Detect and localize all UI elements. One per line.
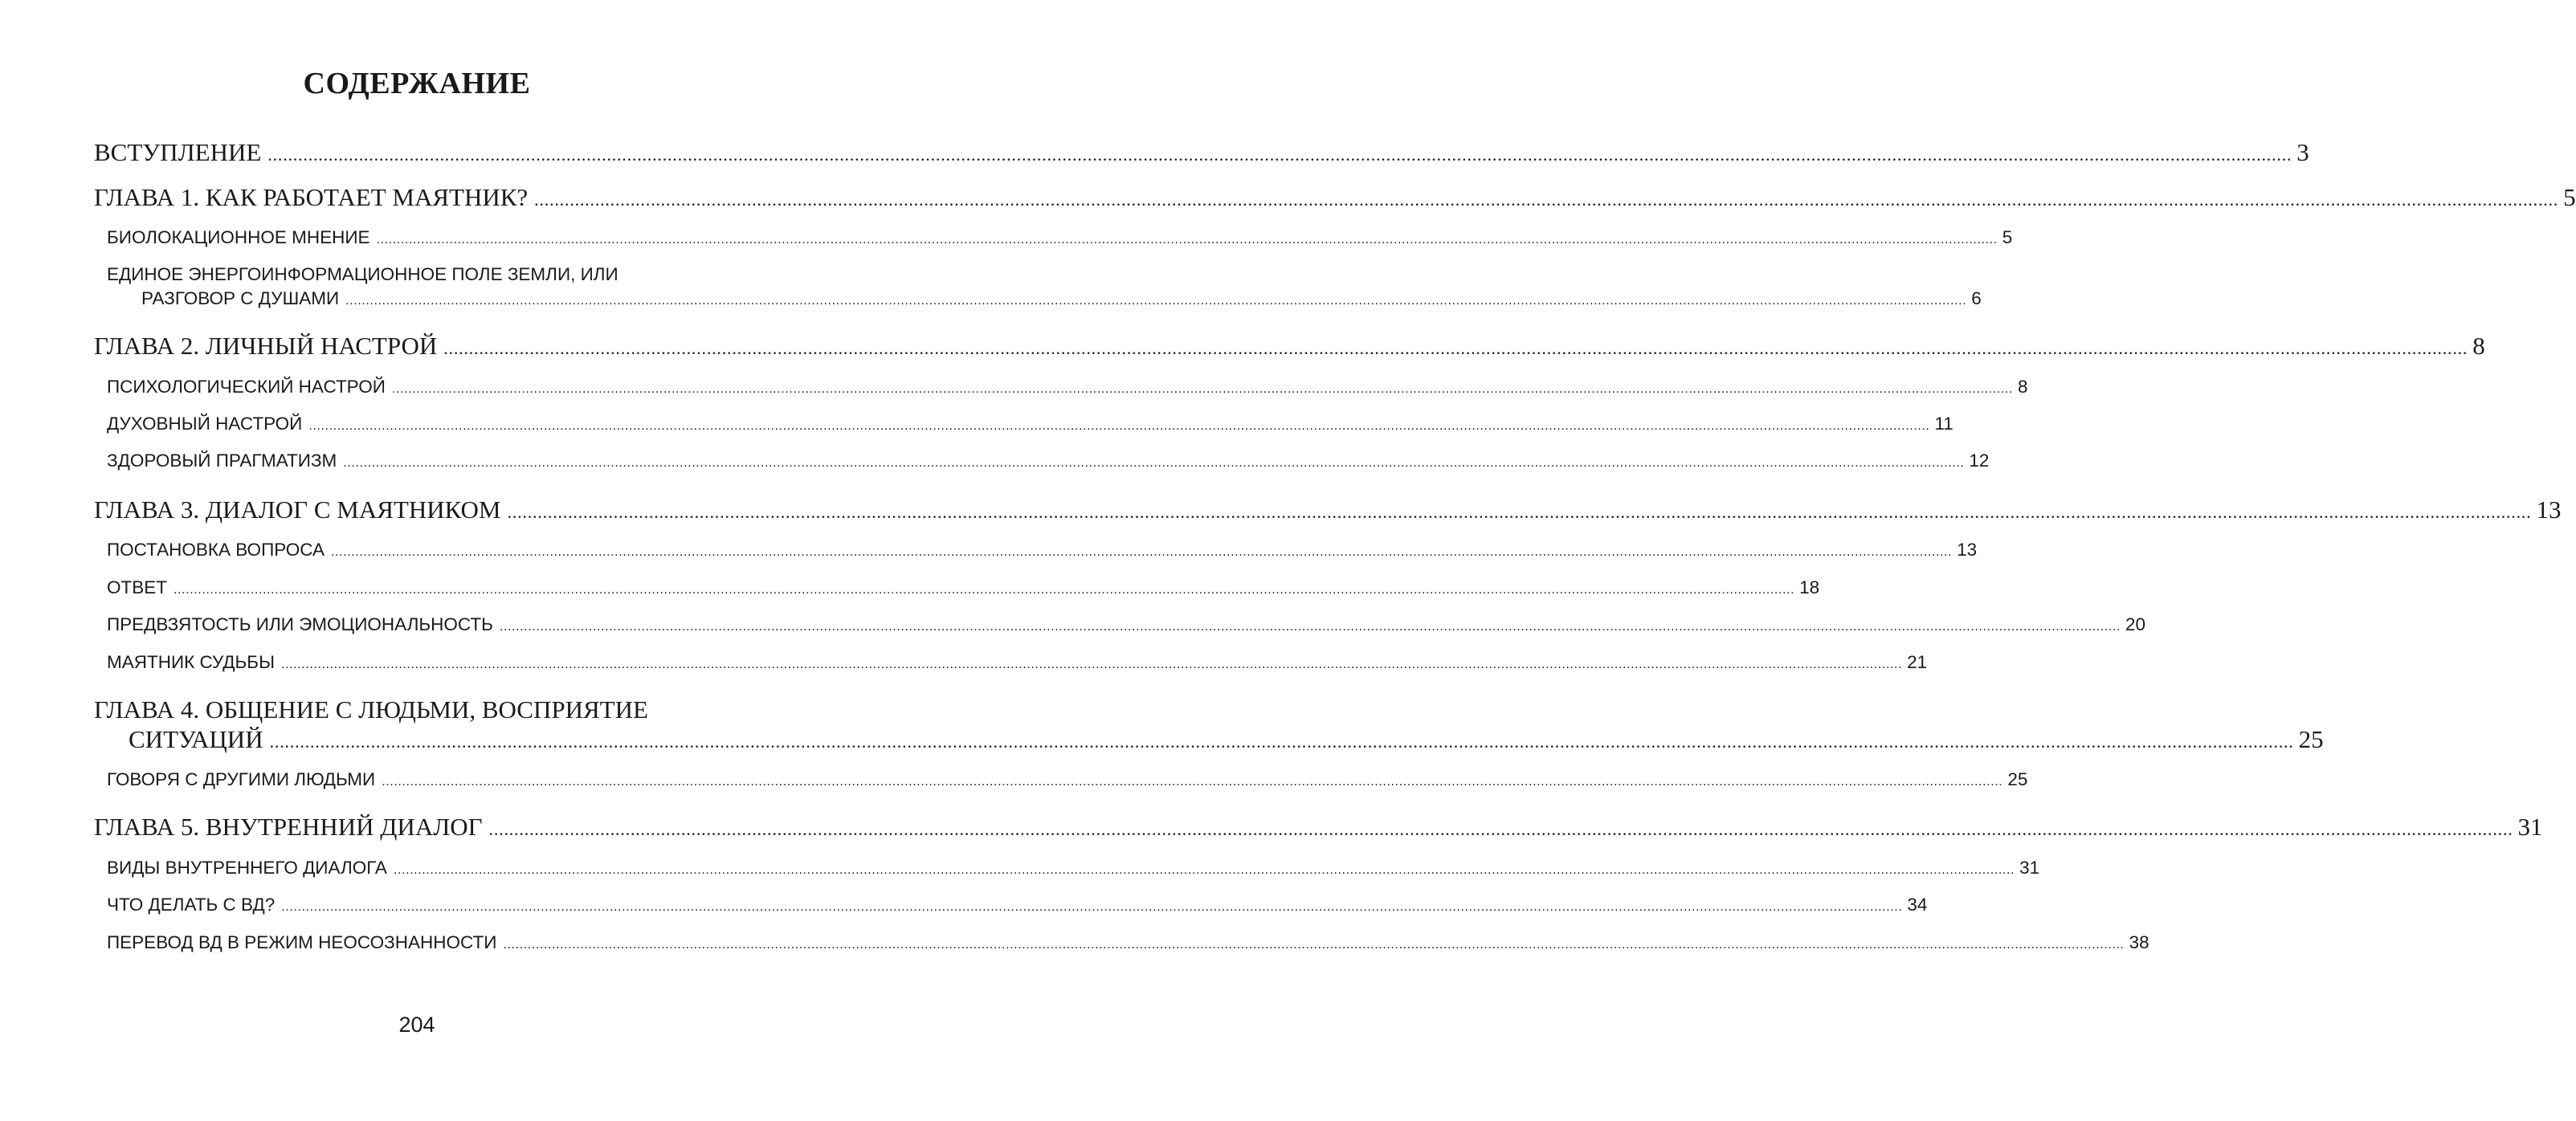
toc-section-page-number: 31 (2019, 858, 2040, 878)
toc-section[interactable] (141, 287, 1982, 312)
toc-section[interactable] (107, 857, 2040, 882)
toc-section-title: ПЕРЕВОД ВД В РЕЖИМ НЕОСОЗНАННОСТИ (107, 932, 497, 952)
toc-chapter[interactable] (94, 495, 2562, 527)
dot-leader: ................................................................................................................................................................................................................................................................................................................................................................................................................ (503, 938, 2125, 952)
dot-leader: ................................................................................................................................................................................................................................................................................................................................................................................................................ (308, 419, 1930, 433)
toc-section-title: ГОВОРЯ С ДРУГИМИ ЛЮДЬМИ (107, 769, 376, 789)
toc-section-title: МАЯТНИК СУДЬБЫ (107, 652, 275, 672)
toc-section[interactable] (107, 226, 2013, 251)
toc-section-title-line1: ЕДИНОЕ ЭНЕРГОИНФОРМАЦИОННОЕ ПОЛЕ ЗЕМЛИ, ИЛИ (107, 264, 618, 284)
toc-section-page-number: 12 (1969, 450, 1990, 471)
page-number: 204 (398, 1013, 435, 1037)
dot-leader: ................................................................................................................................................................................................................................................................................................................................................................................................................ (507, 502, 2532, 522)
toc-section-title: ЗДОРОВЫЙ ПРАГМАТИЗМ (107, 450, 337, 471)
toc-chapter-title: ГЛАВА 5. ВНУТРЕННИЙ ДИАЛОГ (94, 813, 483, 841)
dot-leader: ................................................................................................................................................................................................................................................................................................................................................................................................................ (382, 775, 2003, 789)
toc-chapter-page-number: 3 (2296, 138, 2309, 166)
toc-section-title: ДУХОВНЫЙ НАСТРОЙ (107, 414, 303, 434)
toc-section-page-number: 6 (1971, 288, 1982, 308)
toc-chapter-title: ВСТУПЛЕНИЕ (94, 138, 262, 166)
toc-chapter[interactable] (129, 725, 2324, 756)
toc-section-title: ОТВЕТ (107, 577, 168, 597)
toc-chapter-title: СИТУАЦИЙ (129, 725, 263, 753)
toc-section[interactable] (107, 539, 1978, 564)
toc-section[interactable] (107, 376, 2028, 401)
toc-section-title: БИОЛОКАЦИОННОЕ МНЕНИЕ (107, 227, 370, 247)
toc-chapter[interactable] (94, 138, 2309, 169)
toc-section-page-number: 8 (2018, 377, 2028, 397)
toc-section[interactable] (107, 613, 2146, 638)
toc-section[interactable] (107, 577, 1820, 601)
dot-leader: ................................................................................................................................................................................................................................................................................................................................................................................................................ (376, 233, 1998, 247)
toc-chapter-page-number: 8 (2472, 332, 2485, 360)
dot-leader: ................................................................................................................................................................................................................................................................................................................................................................................................................ (267, 145, 2292, 165)
toc-chapter-page-number: 5 (2563, 183, 2576, 211)
toc-section-page-number: 13 (1957, 540, 1978, 560)
toc-section-title: ВИДЫ ВНУТРЕННЕГО ДИАЛОГА (107, 858, 387, 878)
toc-section-page-number: 25 (2007, 769, 2028, 789)
toc-chapter-page-number: 13 (2536, 495, 2562, 524)
dot-leader: ................................................................................................................................................................................................................................................................................................................................................................................................................ (269, 732, 2294, 752)
dot-leader: ................................................................................................................................................................................................................................................................................................................................................................................................................ (343, 456, 1965, 470)
dot-leader: ................................................................................................................................................................................................................................................................................................................................................................................................................ (443, 338, 2468, 358)
toc-section-page-number: 21 (1907, 652, 1928, 672)
toc-section-title: ПОСТАНОВКА ВОПРОСА (107, 540, 325, 560)
toc-section-title: ПСИХОЛОГИЧЕСКИЙ НАСТРОЙ (107, 377, 386, 397)
toc-chapter[interactable] (94, 813, 2543, 844)
toc-section[interactable] (107, 413, 1953, 438)
toc-section-title: РАЗГОВОР С ДУШАМИ (141, 288, 340, 308)
toc-section[interactable] (107, 768, 2028, 793)
toc-chapter-title-line1: ГЛАВА 4. ОБЩЕНИЕ С ЛЮДЬМИ, ВОСПРИЯТИЕ (94, 695, 648, 724)
toc-section-page-number: 34 (1907, 895, 1928, 915)
toc-section[interactable] (107, 651, 1928, 676)
toc-chapter-title: ГЛАВА 2. ЛИЧНЫЙ НАСТРОЙ (94, 332, 438, 360)
dot-leader: ................................................................................................................................................................................................................................................................................................................................................................................................................ (534, 190, 2559, 210)
toc-chapter[interactable] (94, 183, 2576, 214)
dot-leader: ................................................................................................................................................................................................................................................................................................................................................................................................................ (488, 819, 2513, 839)
toc-section-page-number: 20 (2125, 614, 2146, 634)
toc-chapter[interactable] (94, 332, 2485, 363)
toc-chapter-title: ГЛАВА 3. ДИАЛОГ С МАЯТНИКОМ (94, 495, 501, 524)
toc-section-title: ЧТО ДЕЛАТЬ С ВД? (107, 895, 276, 915)
dot-leader: ................................................................................................................................................................................................................................................................................................................................................................................................................ (345, 294, 1967, 308)
toc-section-page-number: 11 (1934, 414, 1953, 434)
toc-section-page-number: 5 (2002, 227, 2013, 247)
dot-leader: ................................................................................................................................................................................................................................................................................................................................................................................................................ (331, 545, 1953, 559)
dot-leader: ................................................................................................................................................................................................................................................................................................................................................................................................................ (174, 583, 1795, 597)
dot-leader: ................................................................................................................................................................................................................................................................................................................................................................................................................ (391, 382, 2013, 396)
toc-chapter-page-number: 25 (2298, 725, 2324, 753)
dot-leader: ................................................................................................................................................................................................................................................................................................................................................................................................................ (499, 620, 2121, 634)
toc-section-page-number: 38 (2129, 932, 2149, 952)
toc-section[interactable] (107, 931, 2149, 956)
dot-leader: ................................................................................................................................................................................................................................................................................................................................................................................................................ (281, 900, 1903, 914)
dot-leader: ................................................................................................................................................................................................................................................................................................................................................................................................................ (281, 658, 1903, 671)
dot-leader: ................................................................................................................................................................................................................................................................................................................................................................................................................ (393, 863, 2015, 877)
toc-chapter-page-number: 31 (2517, 813, 2543, 841)
page-title: СОДЕРЖАНИЕ (303, 67, 531, 100)
toc-section[interactable] (107, 450, 1990, 475)
toc-section-page-number: 18 (1799, 577, 1820, 597)
toc-chapter-title: ГЛАВА 1. КАК РАБОТАЕТ МАЯТНИК? (94, 183, 529, 211)
toc-section[interactable] (107, 894, 1928, 919)
toc-section-title: ПРЕДВЗЯТОСТЬ ИЛИ ЭМОЦИОНАЛЬНОСТЬ (107, 614, 493, 634)
